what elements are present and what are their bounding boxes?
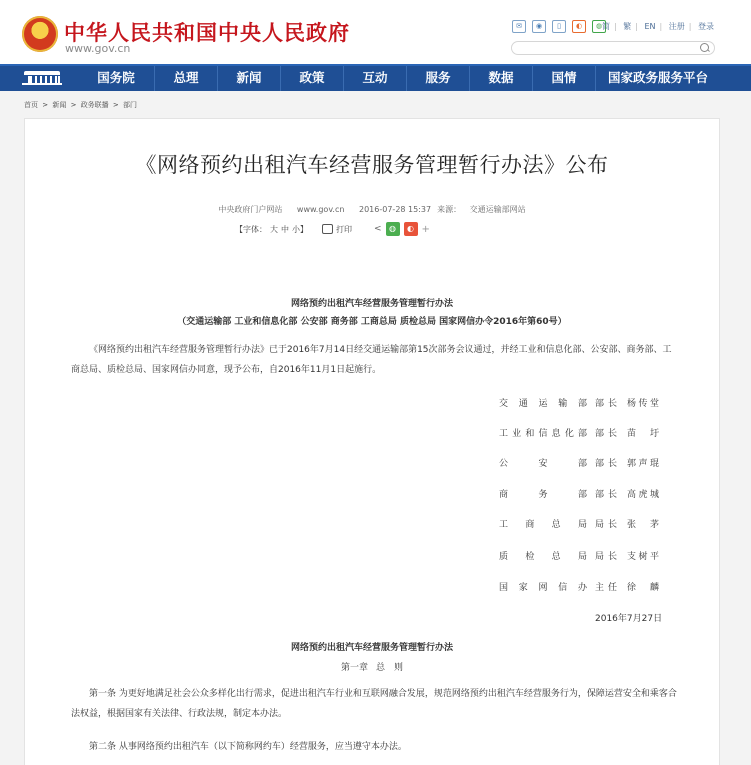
article-title: 《网络预约出租汽车经营服务管理暂行办法》公布 — [135, 153, 609, 177]
article-2-paragraph: 第二条 从事网络预约出租汽车（以下简称网约车）经营服务，应当遵守本办法。 — [89, 742, 407, 752]
rss-icon[interactable]: ◉ — [532, 20, 546, 33]
font-size-close: 】 — [300, 224, 308, 234]
national-emblem-logo[interactable] — [22, 16, 58, 52]
nav-item-service-platform[interactable]: 国家政务服务平台 — [595, 66, 720, 91]
print-button[interactable]: 打印 — [336, 224, 352, 234]
font-size-small[interactable]: 小 — [292, 224, 300, 234]
signature-row: 公安部 部长 郭声琨 — [499, 459, 659, 469]
intro-paragraph: 《网络预约出租汽车经营服务管理暂行办法》已于2016年7月14日经交通运输部第15次部务会议通过，并经工业和信息化部、公安部、商务部、工商总局、质检总局、国家网信办同意，现予公布，自2016年11月1日起施行。 — [71, 345, 672, 375]
signature-row: 国家网信办 主任 徐麟 — [499, 583, 659, 593]
signature-row: 工商总局 局长 张茅 — [499, 520, 659, 530]
signature-row: 工业和信息化部 部长 苗圩 — [499, 429, 659, 439]
signature-row: 商务部 部长 高虎城 — [499, 490, 659, 500]
print-icon[interactable] — [322, 224, 333, 234]
nav-item-service[interactable]: 服务 — [406, 66, 469, 91]
nav-item-national-info[interactable]: 国情 — [532, 66, 595, 91]
weibo-share-icon[interactable]: ◐ — [404, 222, 418, 236]
site-title[interactable]: 中华人民共和国中央人民政府 — [64, 21, 350, 45]
article-url: www.gov.cn — [296, 205, 345, 214]
doc-title: 网络预约出租汽车经营服务管理暂行办法 — [290, 299, 453, 309]
nav-items — [78, 66, 720, 91]
signature-row: 质检总局 局长 支树平 — [499, 552, 659, 562]
more-share-icon[interactable]: + — [421, 223, 430, 235]
chapter-heading — [25, 660, 719, 673]
nav-item-interaction[interactable]: 互动 — [343, 66, 406, 91]
link-simplified[interactable]: 简 — [602, 22, 610, 31]
breadcrumb-sep: > — [70, 101, 77, 109]
nav-item-data[interactable]: 数据 — [469, 66, 532, 91]
source-site: 中央政府门户网站 — [218, 205, 283, 214]
weibo-icon[interactable]: ◐ — [572, 20, 586, 33]
breadcrumb-news[interactable]: 新闻 — [52, 101, 67, 109]
article-meta — [25, 204, 719, 215]
article-source: 交通运输部网站 — [469, 205, 526, 214]
main-nav — [0, 64, 751, 91]
chapter-name: 总 则 — [376, 663, 404, 673]
nav-item-premier[interactable]: 总理 — [154, 66, 217, 91]
signature-row: 交通运输部 部长 杨传堂 — [499, 399, 659, 409]
font-size-medium[interactable]: 中 — [281, 224, 289, 234]
search-box — [511, 41, 715, 55]
link-register[interactable]: 注册 — [668, 22, 685, 31]
doc-title-repeat: 网络预约出租汽车经营服务管理暂行办法 — [290, 643, 453, 653]
link-english[interactable]: EN — [644, 22, 656, 31]
site-header — [0, 0, 751, 64]
nav-item-state-council[interactable]: 国务院 — [97, 70, 135, 85]
search-icon[interactable] — [700, 43, 709, 52]
source-label: 来源： — [437, 205, 462, 214]
breadcrumb-gov-broadcast[interactable]: 政务联播 — [80, 101, 109, 109]
breadcrumb-home[interactable]: 首页 — [24, 101, 38, 109]
publish-datetime: 2016-07-28 15:37 — [359, 205, 432, 214]
doc-issuers: （交通运输部 工业和信息化部 公安部 商务部 工商总局 质检总局 国家网信办令2016年第60号） — [177, 317, 567, 327]
mail-icon[interactable]: ✉ — [512, 20, 526, 33]
search-input[interactable] — [518, 42, 694, 54]
share-icon[interactable]: < — [374, 224, 382, 234]
wechat-share-icon[interactable]: ◍ — [386, 222, 400, 236]
mobile-icon[interactable]: ▯ — [552, 20, 566, 33]
breadcrumb-department[interactable]: 部门 — [123, 101, 138, 109]
chapter-number: 第一章 — [340, 663, 368, 673]
sign-date: 2016年7月27日 — [595, 614, 663, 624]
link-traditional[interactable]: 繁 — [623, 22, 632, 31]
nav-item-news[interactable]: 新闻 — [217, 66, 280, 91]
font-size-large[interactable]: 大 — [270, 224, 278, 234]
tiananmen-home-icon[interactable] — [20, 69, 64, 87]
wechat-icon[interactable]: ◍ — [592, 20, 606, 33]
top-links: 简 | 繁 | EN | 注册 | 登录 — [602, 22, 715, 31]
nav-item-policy[interactable]: 政策 — [280, 66, 343, 91]
site-url: www.gov.cn — [65, 42, 131, 55]
font-size-label: 【字体： — [235, 224, 267, 234]
breadcrumb-sep: > — [112, 101, 119, 109]
article-card — [24, 118, 720, 765]
breadcrumb-sep: > — [42, 101, 49, 109]
header-tool-icons — [512, 20, 606, 33]
link-login[interactable]: 登录 — [698, 22, 715, 31]
article-1-paragraph: 第一条 为更好地满足社会公众多样化出行需求，促进出租汽车行业和互联网融合发展，规范网络预约出租汽车经营服务行为，保障运营安全和乘客合法权益，根据国家有关法律、行政法规，制定本办法。 — [71, 689, 677, 719]
breadcrumb — [24, 100, 139, 110]
article-tools — [235, 221, 430, 237]
